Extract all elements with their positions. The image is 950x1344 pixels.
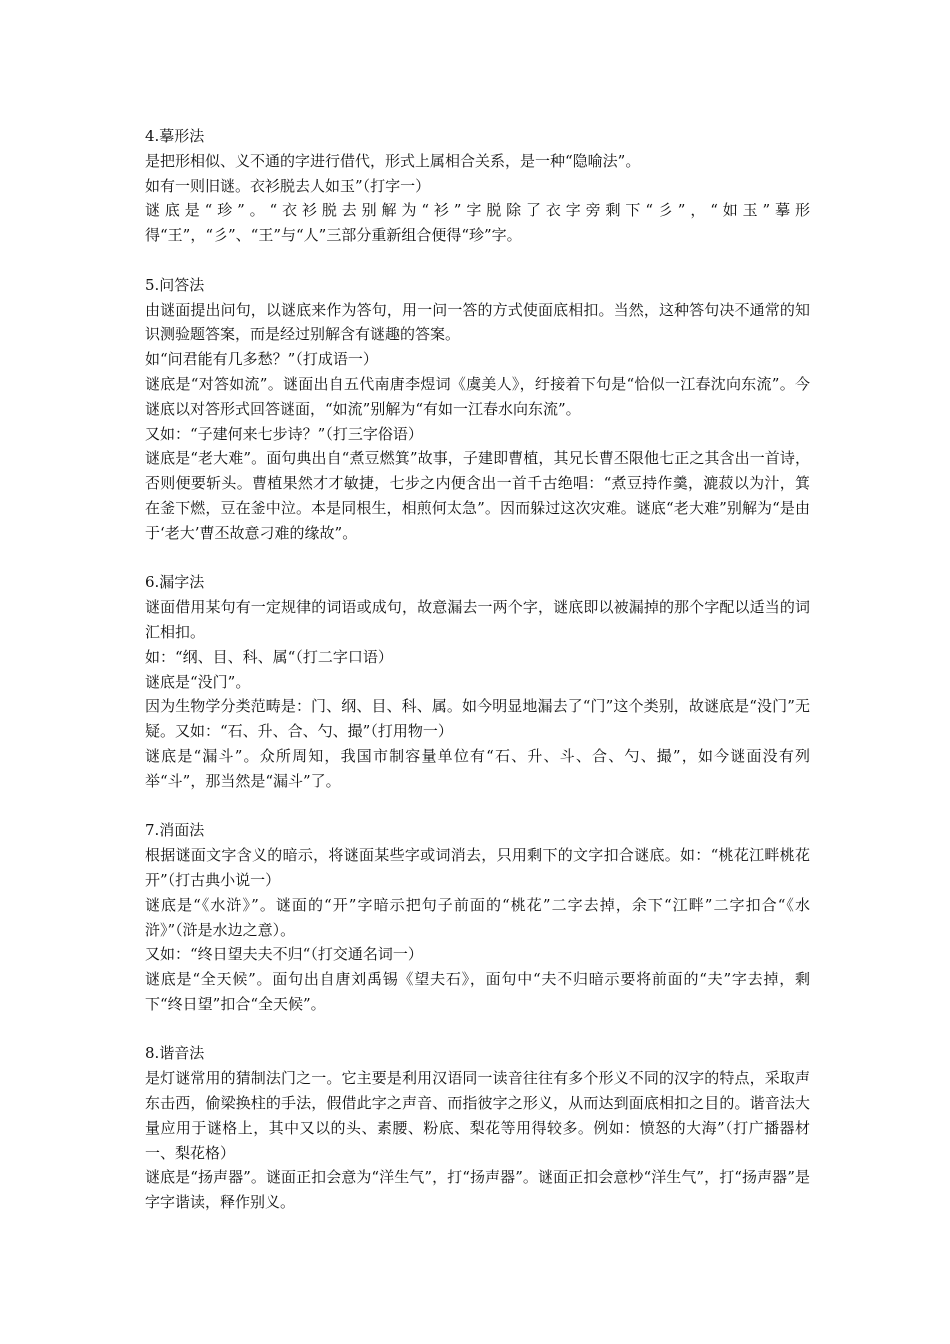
paragraph: 又如：“终日望夫夫不归“（打交通名词一） — [145, 945, 423, 964]
section-xieyin — [145, 1041, 810, 1215]
paragraph: 是灯谜常用的猜制法门之一。它主要是利用汉语同一读音往往有多个形义不同的汉字的特点，采取声东击西，偷梁换柱的手法，假借此字之声音、而指彼字之形义，从而达到面底相扣之目的。谐音法大量应用于谜格上，其中又以的头、素腰、粉底、梨花等用得较多。例如：愤怒的大海”（打广播器材一、梨花格） — [145, 1069, 810, 1162]
paragraph: 如“问君能有几多愁？”（打成语一） — [145, 350, 378, 369]
section-title: 4.摹形法 — [145, 127, 205, 145]
section-xiaomian — [145, 818, 810, 1016]
paragraph: 谜底是“老大难”。面句典出自“煮豆燃箕”故事，子建即曹植，其兄长曹丕限他七正之其含出一首诗，否则便要斩头。曹植果然才才敏捷，七步之内便含出一首千古绝唱：“煮豆持作羹，漉菽以为汁，箕在釜下燃，豆在釜中泣。本是同根生，相煎何太急”。因而躲过这次灾难。谜底“老大难”别解为“是由于‘老大’曹丕故意刁难的缘故”。 — [145, 449, 810, 542]
paragraph: 谜底是“漏斗”。众所周知，我国市制容量单位有“石、升、斗、合、勺、撮”，如今谜面没有列举“斗”，那当然是“漏斗”了。 — [145, 746, 810, 790]
paragraph: 谜底是“珍”。“衣衫脱去别解为“衫”字脱除了衣字旁剩下“彡”，“如玉”摹形得“王”，“彡”、“王”与“人”三部分重新组合便得“珍”字。 — [145, 201, 810, 245]
paragraph: 谜底是“全天候”。面句出自唐刘禹锡《望夫石》，面句中“夫不归暗示要将前面的“夫”字去掉，剩下“终日望”扣合“全天候”。 — [145, 970, 810, 1013]
section-moxing — [145, 124, 810, 248]
section-wenda — [145, 273, 810, 546]
paragraph: 谜底是“没门”。 — [145, 672, 251, 691]
section-title: 7.消面法 — [145, 821, 205, 840]
section-title: 8.谐音法 — [145, 1044, 205, 1063]
paragraph: 由谜面提出问句，以谜底来作为答句，用一问一答的方式使面底相扣。当然，这种答句决不通常的知识测验题答案，而是经过别解含有谜趣的答案。 — [145, 300, 810, 344]
paragraph: 因为生物学分类范畴是：门、纲、目、科、属。如今明显地漏去了“门”这个类别，故谜底是“没门”无疑。又如：“石、升、合、勺、撮”（打用物一） — [145, 697, 810, 741]
section-louzi — [145, 570, 810, 793]
section-title: 6.漏字法 — [145, 573, 205, 592]
paragraph: 根据谜面文字含义的暗示，将谜面某些字或词消去，只用剩下的文字扣合谜底。如：“桃花江畔桃花开”（打古典小说一） — [145, 846, 810, 889]
paragraph: 谜面借用某句有一定规律的词语或成句，故意漏去一两个字，谜底即以被漏掉的那个字配以适当的词汇相扣。 — [145, 598, 810, 641]
paragraph: 谜底是“《水浒》”。谜面的“开”字暗示把句子前面的“桃花”二字去掉，余下“江畔”二字扣合“《水浒》”（浒是水边之意）。 — [145, 895, 810, 939]
paragraph: 谜底是“扬声器”。谜面正扣会意为“洋生气”，打“扬声器”。谜面正扣会意杪“洋生气”，打“扬声器”是字字谐读，释作别义。 — [145, 1168, 810, 1212]
paragraph: 如有一则旧谜。衣衫脱去人如玉”（打字一） — [145, 176, 431, 195]
paragraph: 如：“纲、目、科、属“（打二字口语） — [145, 647, 393, 666]
paragraph: 谜底是“对答如流”。谜面出自五代南唐李煜词《虞美人》，纡接着下句是“恰似一江春沈向东流”。今谜底以对答形式回答谜面，“如流”别解为“有如一江春水向东流”。 — [145, 374, 810, 418]
paragraph: 又如：“子建何来七步诗？”（打三字俗语） — [145, 424, 423, 443]
paragraph: 是把形相似、义不通的字进行借代，形式上属相合关系，是一种“隐喻法”。 — [145, 151, 641, 170]
document-page — [145, 124, 810, 1240]
section-title: 5.问答法 — [145, 275, 205, 294]
